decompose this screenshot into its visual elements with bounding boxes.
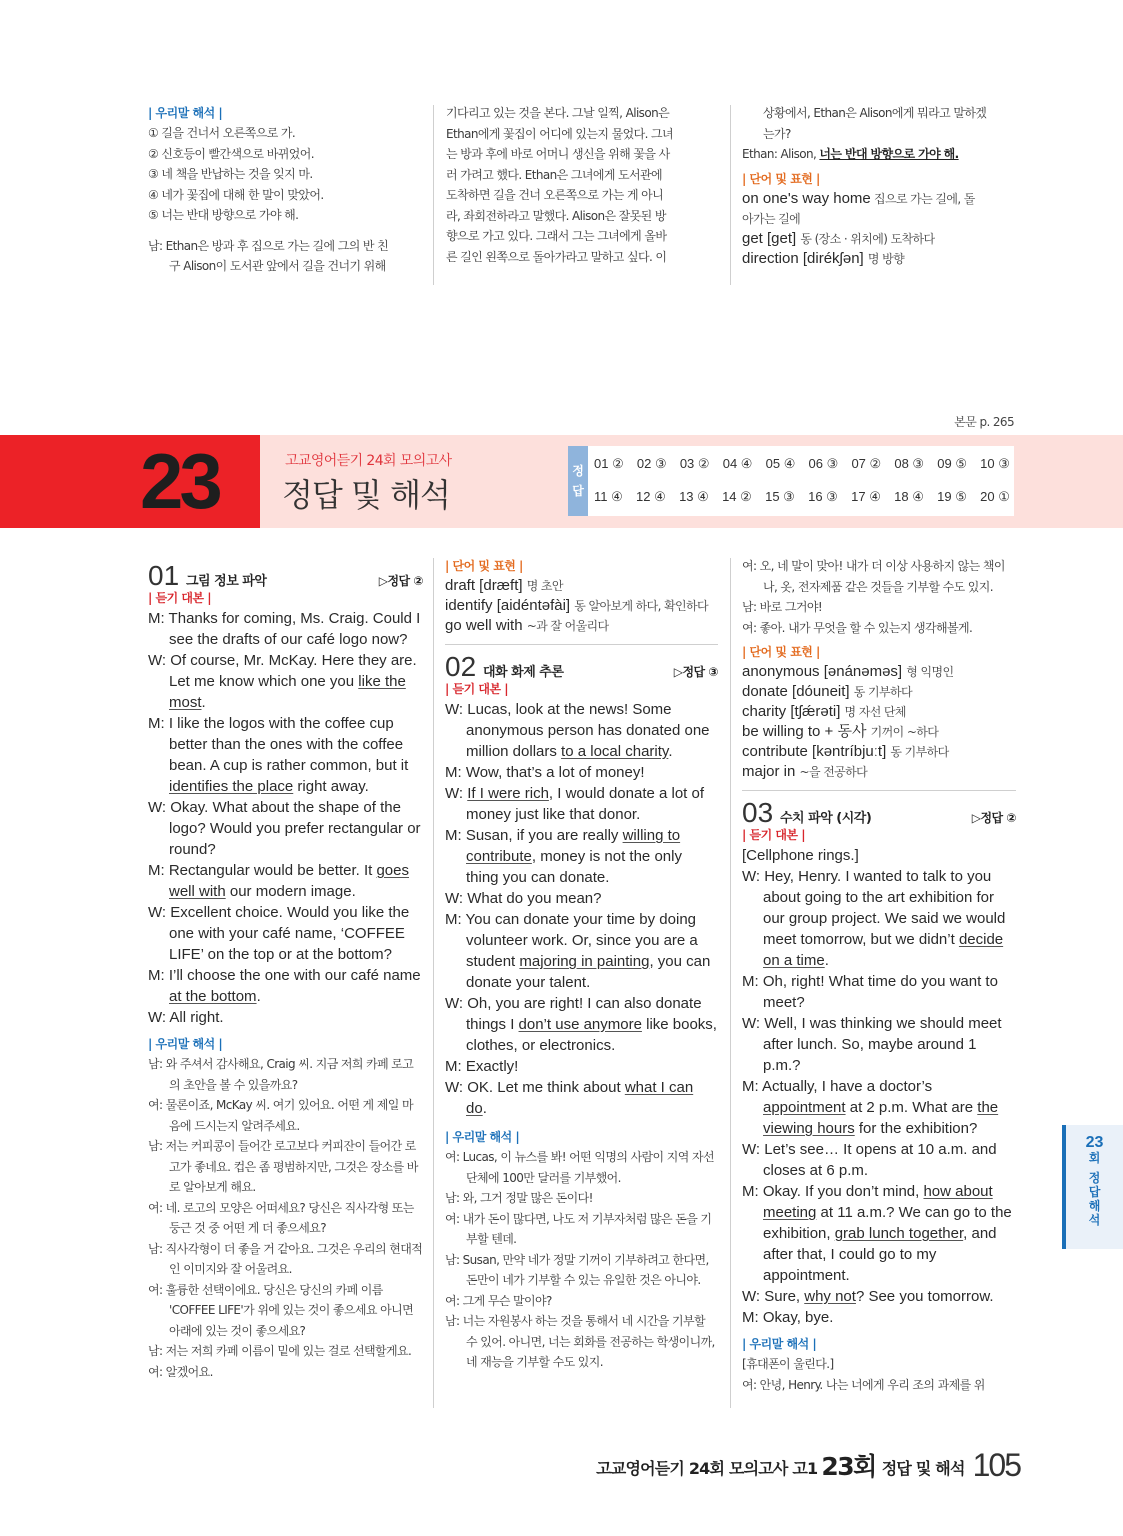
translation-line: 남: 직사각형이 더 좋을 거 같아요. 그것은 우리의 현대적인 이미지와 잘 어울려요.: [148, 1241, 423, 1276]
answer-line: Ethan: Alison, 너는 반대 방향으로 가야 해.: [742, 147, 959, 161]
q03-header: 03 수치 파악 (시각) ▷정답 ②: [742, 797, 1016, 828]
translation-line: 여: 훌륭한 선택이에요. 당신은 당신의 카페 이름 'COFFEE LIFE'가 위에 있는 것이 좋으세요 아니면 아래에 있는 것이 좋으세요?: [148, 1282, 414, 1338]
q03-script: [Cellphone rings.] W: Hey, Henry. I wanted to talk to you about going to the art exhibition for our group project. We said we would meet tomorrow, but we didn’t decide on a time. M: Oh, right! What time do you want to meet? W: Well, I was thinking we should meet after lunch. So, maybe around 1 p.m.? M: Actually, I have a doctor’s appointment at 2 p.m. What are the viewing hours for the exhibition? W: Let’s see… It opens at 10 a.m. and closes at 6 p.m. M: Okay. If you don’t mind, how about meeting at 11 a.m.? We can go to the exhibition, grab lunch together, and after that, I could go to my appointment. W: Sure, why not? See you tomorrow. M: Okay, bye.: [742, 847, 1012, 1326]
option-item: ① 길을 건너서 오른쪽으로 가.: [148, 126, 296, 140]
translation-line: 여: 물론이죠, McKay 씨. 여기 있어요. 어떤 게 제일 마음에 드시는지 알려주세요.: [148, 1098, 413, 1133]
answer-item: 11 ④: [594, 489, 623, 504]
answer-item: 08 ③: [894, 456, 925, 471]
vocab-list: [742, 189, 1016, 269]
answers-label: 정 답: [568, 446, 588, 516]
translation-header: | 우리말 해석 |: [148, 1037, 223, 1051]
para-line: 상황에서, Ethan은 Alison에게 뭐라고 말하겠: [763, 106, 987, 120]
para-line: Ethan에게 꽃집이 어디에 있는지 물었다. 그녀: [446, 126, 674, 141]
translation-line: 여: 오, 네 말이 맞아! 내가 더 이상 사용하지 않는 책이나, 옷, 전자제품 같은 것들을 기부할 수도 있지.: [742, 559, 1005, 594]
answer-item: 06 ③: [808, 456, 839, 471]
answer-item: 16 ③: [808, 489, 838, 504]
para-line: 는가?: [763, 126, 791, 141]
banner-title: 정답 및 해석: [282, 476, 450, 514]
q02-script: W: Lucas, look at the news! Some anonymous person has donated one million dollars to a local charity. M: Wow, that’s a lot of money! W: If I were rich, I would donate a lot of money just like that donor. M: Susan, if you are really willing to contribute, money is not the only thing you can donate. W: What do you mean? M: You can donate your time by doing volunteer work. Or, since you are a student majoring in painting, you can donate your talent. W: Oh, you are right! I can also donate things I don’t use anymore like books, clothes, or electronics. M: Exactly! W: OK. Let me think about what I can do.: [445, 701, 717, 1117]
q01-script: M: Thanks for coming, Ms. Craig. Could I see the drafts of our café logo now? W: Of course, Mr. McKay. Here they are. Let me know which one you like the most. M: I like the logos with the coffee cup better than the ones with the coffee bean. A cup is rather common, but it identifies the place right away. W: Okay. What about the shape of the logo? Would you prefer rectangular or round? M: Rectangular would be better. It goes well with our modern image. W: Excellent choice. Would you like the one with your café name, ‘COFFEE LIFE’ on the top or at the bottom? M: I’ll choose the one with our café name at the bottom. W: All right.: [148, 610, 421, 1026]
para-line: 른 길인 왼쪽으로 돌아가라고 말하고 싶다. 이: [446, 249, 667, 264]
footer: 고교영어듣기 24회 모의고사 고1 23회 정답 및 해석 105: [596, 1447, 1020, 1483]
q03-translation: [742, 1354, 1016, 1395]
options-list: [148, 123, 423, 226]
answer-item: 05 ④: [765, 456, 796, 471]
translation-line: [휴대폰이 울린다.]: [742, 1357, 834, 1371]
translation-header: | 우리말 해석 |: [445, 1130, 520, 1144]
answer-item: 18 ④: [894, 489, 924, 504]
translation-line: 여: Lucas, 이 뉴스를 봐! 어떤 익명의 사람이 지역 자선 단체에 100만 달러를 기부했어.: [445, 1150, 714, 1185]
q02-translation: [445, 1147, 718, 1373]
para-line: 는 방과 후에 바로 어머니 생신을 위해 꽃을 사: [446, 147, 670, 161]
q03-column: [742, 556, 1016, 1395]
translation-line: 여: 알겠어요.: [148, 1364, 213, 1379]
option-item: ④ 네가 꽃집에 대해 한 말이 맞았어.: [148, 187, 324, 202]
answer-item: 01 ②: [594, 456, 624, 471]
translation-line: 남: 와, 그거 정말 많은 돈이다!: [445, 1191, 593, 1205]
translation-line: 남: 저는 커피콩이 들어간 로고보다 커피잔이 들어간 로고가 좋네요. 컵은 좀 평범하지만, 그것은 장소를 바로 알아보게 해요.: [148, 1139, 418, 1194]
para-line: 남: Ethan은 방과 후 집으로 가는 길에 그의 반 친: [148, 238, 389, 253]
answer-item: 15 ③: [765, 489, 795, 504]
section-header: | 우리말 해석 |: [148, 106, 223, 120]
q02-header: 02 대화 화제 추론 ▷정답 ③: [445, 651, 718, 682]
answer-item: 02 ③: [636, 456, 667, 471]
answer-item: 04 ④: [722, 456, 753, 471]
translation-line: 남: 너는 자원봉사 하는 것을 통해서 네 시간을 기부할 수 있어. 아니면, 너는 회화를 전공하는 학생이니까, 네 재능을 기부할 수도 있지.: [445, 1314, 715, 1369]
translation-header: | 우리말 해석 |: [742, 1337, 817, 1351]
vocab-item: direction [dirékʃən] 명 방향: [742, 249, 905, 267]
option-item: ⑤ 너는 반대 방향으로 가야 해.: [148, 208, 299, 222]
q02-column: [445, 556, 718, 1373]
banner-subtitle: 고교영어듣기 24회 모의고사: [285, 453, 452, 469]
vocab-item: get [get] 동 (장소 · 위치에) 도착하다: [742, 229, 935, 247]
option-item: ③ 네 책을 반납하는 것을 잊지 마.: [148, 167, 313, 181]
answer-item: 07 ②: [851, 456, 882, 471]
option-item: ② 신호등이 빨간색으로 바뀌었어.: [148, 146, 314, 161]
answer-item: 12 ④: [636, 489, 666, 504]
translation-line: 여: 그게 무슨 말이야?: [445, 1293, 552, 1308]
translation-line: 남: 와 주셔서 감사해요, Craig 씨. 지금 저희 카페 로고의 초안을 볼 수 있을까요?: [148, 1057, 414, 1092]
script-header: | 듣기 대본 |: [148, 591, 212, 605]
vocab-item: on one's way home 집으로 가는 길에, 돌 아가는 길에: [742, 189, 975, 226]
para-line: 구 Alison이 도서관 앞에서 길을 건너기 위해: [169, 259, 386, 273]
script-header: | 듣기 대본 |: [445, 682, 509, 696]
answer-item: 10 ③: [980, 456, 1010, 471]
answer-item: 19 ⑤: [937, 489, 967, 504]
vocab-header: | 단어 및 표현 |: [742, 171, 820, 186]
q01-column: [148, 560, 423, 1382]
banner-number: 23: [140, 437, 219, 525]
answer-item: 17 ④: [851, 489, 881, 504]
para-line: 러 가려고 했다. Ethan은 그녀에게 도서관에: [446, 167, 663, 182]
side-tab: 23 회 정 답 해 석: [1062, 1125, 1123, 1249]
answer-item: 13 ④: [679, 489, 709, 504]
answers-grid: [588, 446, 1014, 516]
para-line: 기다리고 있는 것을 본다. 그날 일찍, Alison은: [446, 106, 670, 120]
q01-translation: [148, 1054, 423, 1382]
translation-line: 여: 안녕, Henry. 나는 너에게 우리 조의 과제를 위: [742, 1377, 985, 1392]
top-col-1: [148, 103, 423, 277]
para-line: 라, 좌회전하라고 말했다. Alison은 잘못된 방: [446, 208, 666, 223]
translation-paragraph: [148, 236, 423, 277]
answer-item: 20 ①: [980, 489, 1010, 504]
para-line: 도착하면 길을 건너 오른쪽으로 가는 게 아니: [446, 188, 664, 202]
answer-item: 09 ⑤: [937, 456, 967, 471]
vocab-list: anonymous [ənánəməs] 형 익명인 donate [dóuneit] 동 기부하다 charity [tʃǽrəti] 명 자선 단체 be willing to + 동사 기꺼이 ~하다 contribute [kəntríbjuːt] 동 기부하다 major in ~을 전공하다: [742, 663, 954, 780]
answer-item: 03 ②: [679, 456, 710, 471]
answer-item: 14 ②: [722, 489, 752, 504]
translation-line: 남: Susan, 만약 네가 정말 기꺼이 기부하려고 한다면, 돈만이 네가 기부할 수 있는 유일한 것은 아니야.: [445, 1252, 709, 1287]
banner-number-block: [0, 435, 260, 528]
script-header: | 듣기 대본 |: [742, 828, 806, 842]
translation-line: 여: 네. 로고의 모양은 어떠세요? 당신은 직사각형 또는 둥근 것 중 어떤 게 더 좋으세요?: [148, 1200, 414, 1235]
translation-line: 남: 바로 그거야!: [742, 600, 823, 614]
translation-line: 여: 좋아. 내가 무엇을 할 수 있는지 생각해볼게.: [742, 620, 973, 635]
page-number: 105: [972, 1447, 1020, 1483]
translation-line: 남: 저는 저희 카페 이름이 밑에 있는 걸로 선택할게요.: [148, 1344, 412, 1358]
vocab-list: draft [dræft] 명 초안 identify [aidéntəfài] 동 알아보게 하다, 확인하다 go well with ~과 잘 어울리다: [445, 577, 709, 634]
translation-line: 여: 내가 돈이 많다면, 나도 저 기부자처럼 많은 돈을 기부할 텐데.: [445, 1211, 712, 1246]
q02-translation-cont: [742, 556, 1016, 638]
vocab-header: | 단어 및 표현 |: [445, 559, 523, 573]
page-reference: 본문 p. 265: [954, 415, 1014, 429]
top-col-3: [742, 103, 1016, 269]
q01-header: 01 그림 정보 파악 ▷정답 ②: [148, 560, 423, 591]
top-col-2: [446, 103, 718, 267]
vocab-header: | 단어 및 표현 |: [742, 645, 820, 659]
para-line: 향으로 가고 있다. 그래서 그는 그녀에게 올바: [446, 229, 667, 243]
